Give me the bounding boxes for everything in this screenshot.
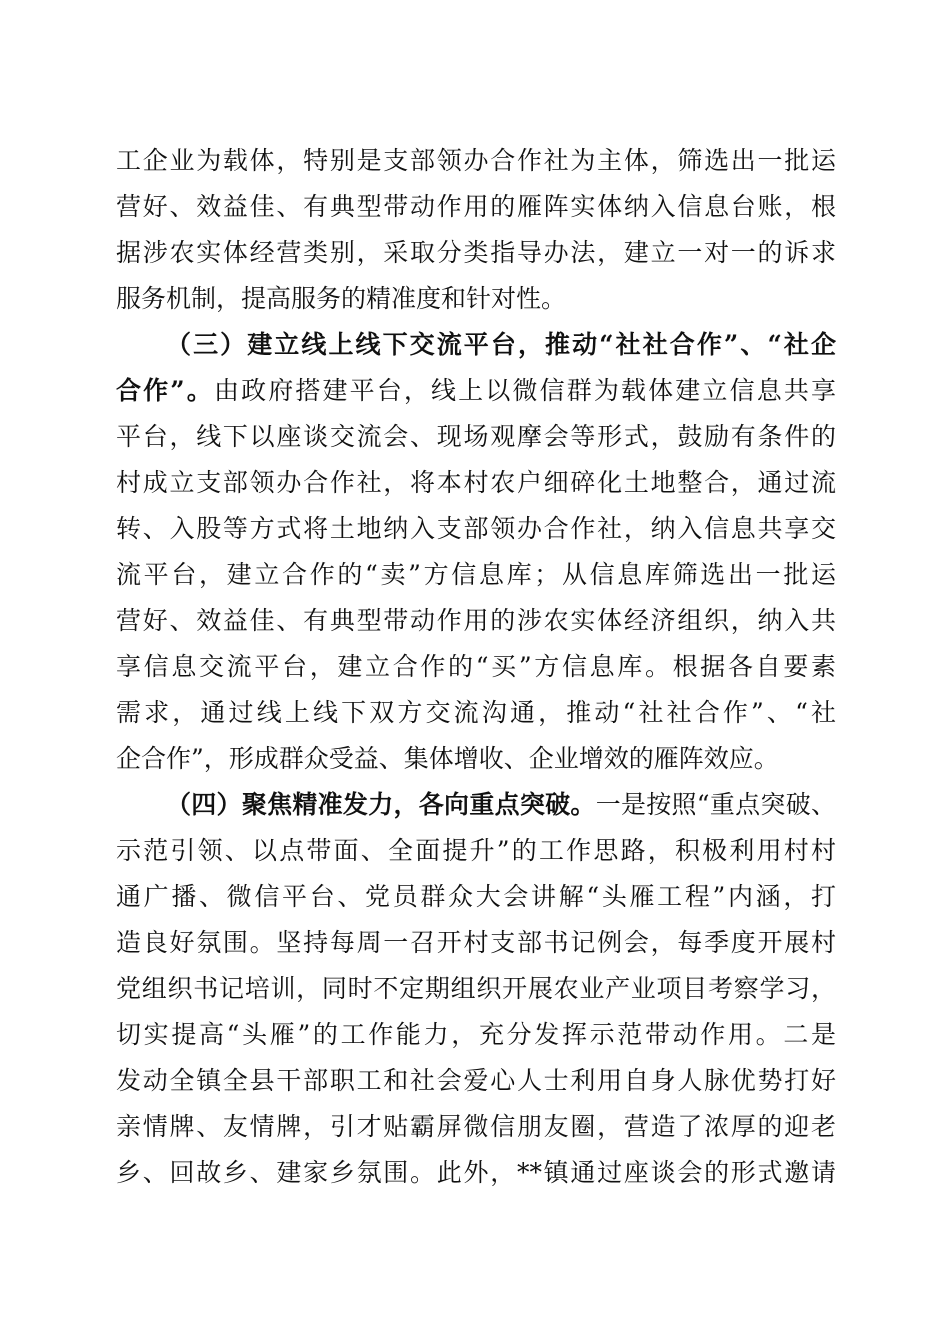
text-line: 示范引领、以点带面、全面提升”的工作思路，积极利用村村 (116, 836, 836, 865)
text-line: 通广播、微信平台、党员群众大会讲解“头雁工程”内涵，打 (116, 882, 836, 911)
paragraph-1 (116, 138, 836, 322)
text-line: 党组织书记培训，同时不定期组织开展农业产业项目考察学习， (116, 974, 836, 1003)
text-line: 平台，线下以座谈交流会、现场观摩会等形式，鼓励有条件的 (116, 422, 836, 451)
text-line: 乡、回故乡、建家乡氛围。此外，**镇通过座谈会的形式邀请 (116, 1158, 836, 1187)
paragraph-3 (116, 782, 836, 1196)
paragraph-2 (116, 322, 836, 782)
text-line: 享信息交流平台，建立合作的“买”方信息库。根据各自要素 (116, 652, 836, 681)
text-line: 切实提高“头雁”的工作能力，充分发挥示范带动作用。二是 (116, 1020, 836, 1049)
text-span: 由政府搭建平台，线上以微信群为载体建立信息共享 (213, 376, 836, 405)
text-line: 据涉农实体经营类别，采取分类指导办法，建立一对一的诉求 (116, 238, 836, 267)
text-line: 需求，通过线上线下双方交流沟通，推动“社社合作”、“社 (116, 698, 836, 727)
section-heading-4: （四）聚焦精准发力，各向重点突破。 (166, 790, 596, 819)
text-line: 亲情牌、友情牌，引才贴霸屏微信朋友圈，营造了浓厚的迎老 (116, 1112, 836, 1141)
section-heading-3-end: 合作”。 (116, 376, 214, 405)
text-line: 营好、效益佳、有典型带动作用的雁阵实体纳入信息台账，根 (116, 192, 836, 221)
text-line: 企合作”，形成群众受益、集体增收、企业增效的雁阵效应。 (116, 744, 779, 773)
body-text (116, 138, 836, 1196)
text-line: 造良好氛围。坚持每周一召开村支部书记例会，每季度开展村 (116, 928, 836, 957)
text-line: 流平台，建立合作的“卖”方信息库；从信息库筛选出一批运 (116, 560, 836, 589)
text-line: 服务机制，提高服务的精准度和针对性。 (116, 284, 567, 313)
text-span: 一是按照“重点突破、 (595, 790, 836, 819)
text-line: 发动全镇全县干部职工和社会爱心人士利用自身人脉优势打好 (116, 1066, 836, 1095)
text-line: 村成立支部领办合作社，将本村农户细碎化土地整合，通过流 (116, 468, 836, 497)
text-line: 营好、效益佳、有典型带动作用的涉农实体经济组织，纳入共 (116, 606, 836, 635)
text-line: 转、入股等方式将土地纳入支部领办合作社，纳入信息共享交 (116, 514, 836, 543)
section-heading-3: （三）建立线上线下交流平台，推动“社社合作”、“社企 (166, 330, 836, 359)
text-line (116, 782, 836, 828)
text-line: 工企业为载体，特别是支部领办合作社为主体，筛选出一批运 (116, 146, 836, 175)
text-line (116, 368, 836, 414)
